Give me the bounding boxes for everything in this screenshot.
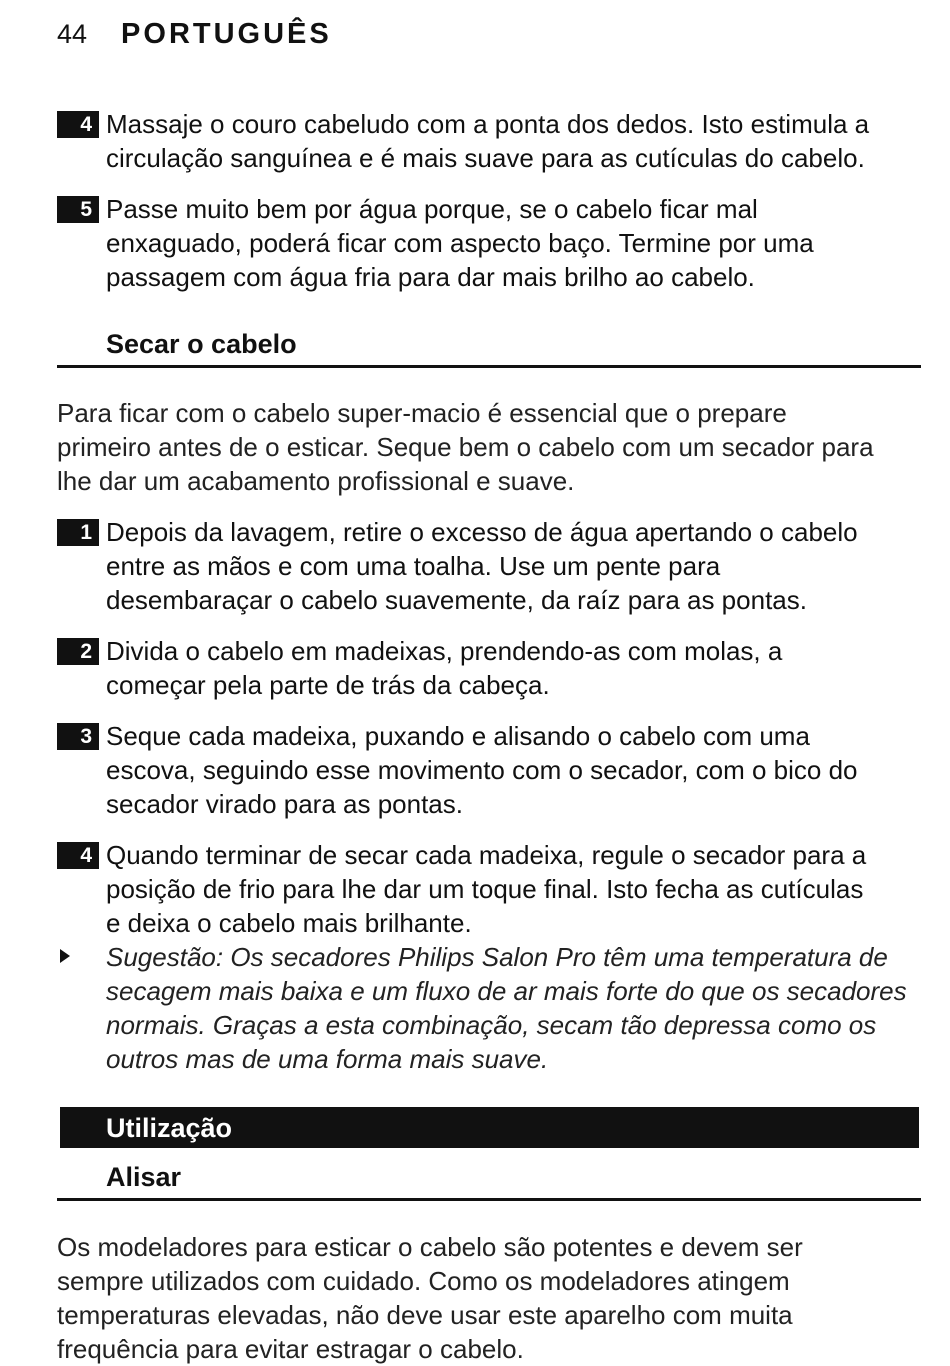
step-number-badge: 1 xyxy=(57,519,99,546)
step-text-line: passagem com água fria para dar mais brilho ao cabelo. xyxy=(106,262,755,292)
step-text-line: circulação sanguínea e é mais suave para as cutículas do cabelo. xyxy=(106,143,865,173)
straighten-intro-paragraph xyxy=(57,1230,803,1366)
step-text-line: escova, seguindo esse movimento com o secador, com o bico do xyxy=(106,755,858,785)
step-number-badge: 4 xyxy=(57,111,99,138)
page-header xyxy=(57,18,332,58)
language-heading: PORTUGUÊS xyxy=(121,18,332,50)
step-text-line: entre as mãos e com uma toalha. Use um pente para xyxy=(106,551,721,581)
step-text-line: desembaraçar o cabelo suavemente, da raíz para as pontas. xyxy=(106,585,807,615)
step-text-line: secador virado para as pontas. xyxy=(106,789,463,819)
step-number-badge: 2 xyxy=(57,638,99,665)
page-number: 44 xyxy=(57,19,88,49)
step-number-badge: 4 xyxy=(57,842,99,869)
tip-line: outros mas de uma forma mais suave. xyxy=(106,1044,549,1074)
step-text-line: Passe muito bem por água porque, se o cabelo ficar mal xyxy=(106,194,758,224)
step-text-line: enxaguado, poderá ficar com aspecto baço. Termine por uma xyxy=(106,228,814,258)
step-text-line: Seque cada madeixa, puxando e alisando o cabelo com uma xyxy=(106,721,810,751)
tip-line: Sugestão: Os secadores Philips Salon Pro têm uma temperatura de xyxy=(106,942,888,972)
dry-intro-paragraph xyxy=(57,396,874,498)
tip-paragraph xyxy=(106,940,907,1076)
step-text-line: Quando terminar de secar cada madeixa, regule o secador para a xyxy=(106,840,867,870)
section-title-use: Utilização xyxy=(106,1113,233,1143)
step-text-line: Depois da lavagem, retire o excesso de água apertando o cabelo xyxy=(106,517,858,547)
section-title-dry: Secar o cabelo xyxy=(106,329,297,359)
step-text-line: começar pela parte de trás da cabeça. xyxy=(106,670,550,700)
step-number-badge: 3 xyxy=(57,723,99,750)
step-text-line: e deixa o cabelo mais brilhante. xyxy=(106,908,472,938)
paragraph-line: sempre utilizados com cuidado. Como os modeladores atingem xyxy=(57,1266,790,1296)
paragraph-line: temperaturas elevadas, não deve usar este aparelho com muita xyxy=(57,1300,793,1330)
paragraph-line: lhe dar um acabamento profissional e suave. xyxy=(57,466,575,496)
tip-arrow-icon xyxy=(60,949,70,963)
paragraph-line: Para ficar com o cabelo super-macio é essencial que o prepare xyxy=(57,398,787,428)
paragraph-line: primeiro antes de o esticar. Seque bem o cabelo com um secador para xyxy=(57,432,874,462)
tip-line: secagem mais baixa e um fluxo de ar mais forte do que os secadores xyxy=(106,976,907,1006)
step-text-line: Divida o cabelo em madeixas, prendendo-as com molas, a xyxy=(106,636,783,666)
section-divider xyxy=(57,365,921,368)
tip-line: normais. Graças a esta combinação, secam tão depressa como os xyxy=(106,1010,877,1040)
section-title-straighten: Alisar xyxy=(106,1162,182,1192)
step-text-line: Massaje o couro cabeludo com a ponta dos dedos. Isto estimula a xyxy=(106,109,870,139)
paragraph-line: frequência para evitar estragar o cabelo. xyxy=(57,1334,524,1364)
step-text-line: posição de frio para lhe dar um toque final. Isto fecha as cutículas xyxy=(106,874,864,904)
section-divider xyxy=(57,1198,921,1201)
paragraph-line: Os modeladores para esticar o cabelo são potentes e devem ser xyxy=(57,1232,803,1262)
step-number-badge: 5 xyxy=(57,196,99,223)
